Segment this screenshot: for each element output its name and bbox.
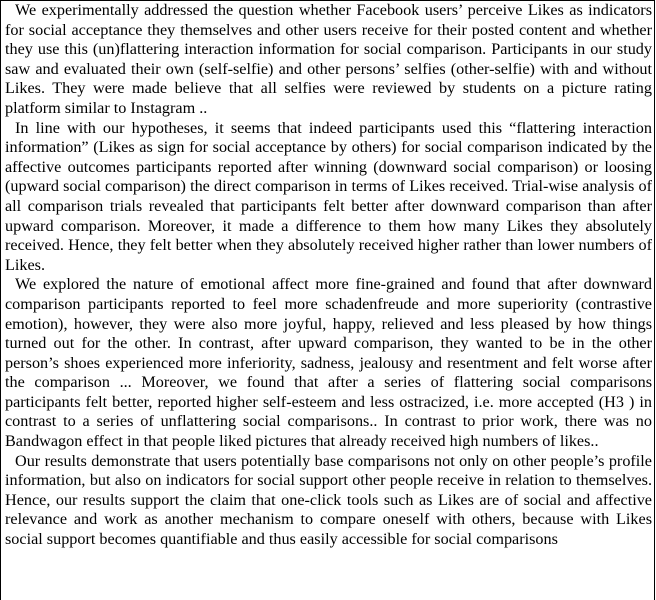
paragraph-4: Our results demonstrate that users potentially base comparisons not only on other people’s profile information, but also on indicators for social support other people receive in relation to themselves. Hence, our results support the claim that one-click tools such as Likes are of social and affective relevance and work as another mechanism to compare oneself with others, because with Likes social support becomes quantifiable and thus easily accessible for social comparisons	[5, 451, 652, 549]
paragraph-1: We experimentally addressed the question whether Facebook users’ perceive Likes as indicators for social acceptance they themselves and other users receive for their posted content and whether they use this (un)flattering interaction information for social comparison. Participants in our study saw and evaluated their own (self-selfie) and other persons’ selfies (other-selfie) with and without Likes. They were made believe that all selfies were reviewed by students on a picture rating platform similar to Instagram ..	[5, 1, 652, 117]
paragraph-2: In line with our hypotheses, it seems that indeed participants used this “flattering interaction information” (Likes as sign for social acceptance by others) for social comparison indicated by the affective outcomes participants reported after winning (downward social comparison) or loosing (upward social comparison) the direct comparison in terms of Likes received. Trial-wise analysis of all comparison trials revealed that participants felt better after downward comparison than after upward comparison. Moreover, it made a difference to them how many Likes they absolutely received. Hence, they felt better when they absolutely received higher rather than lower numbers of Likes.	[5, 118, 652, 274]
paragraph-3: We explored the nature of emotional affect more fine-grained and found that after downward comparison participants reported to feel more schadenfreude and more superiority (contrastive emotion), however, they were also more joyful, happy, relieved and less pleased by how things turned out for the other. In contrast, after upward comparison, they wanted to be in the other person’s shoes experienced more inferiority, sadness, jealousy and resentment and felt worse after the comparison ... Moreover, we found that after a series of flattering social comparisons participants felt better, reported higher self-esteem and less ostracized, i.e. more accepted (H3 ) in contrast to a series of unflattering social comparisons.. In contrast to prior work, there was no Bandwagon effect in that people liked pictures that already received high numbers of likes..	[5, 275, 652, 451]
